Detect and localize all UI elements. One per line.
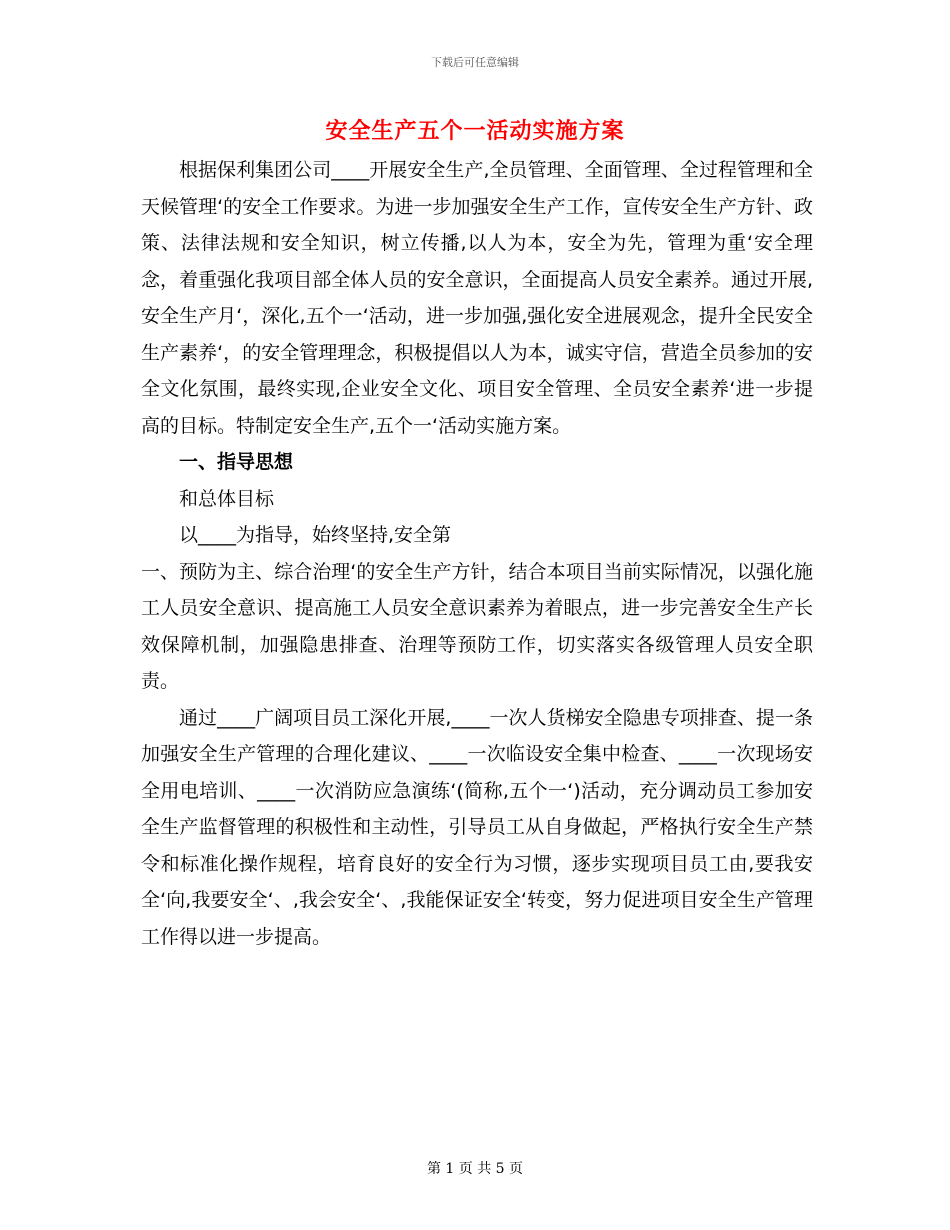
section-heading-guiding-ideology: 一、指导思想	[179, 451, 294, 473]
policy-paragraph: 一、预防为主、综合治理‘的安全生产方针，结合本项目当前实际情况，以强化施工人员安全意识、提高施工人员安全意识素养为着眼点，进一步完善安全生产长效保障机制，加强隐患排查、治理等预防工作，切实落实各级管理人员安全职责。	[141, 560, 813, 692]
activity-paragraph: 通过____广阔项目员工深化开展,____一次人货梯安全隐患专项排查、提一条加强安全生产管理的合理化建议、____一次临设安全集中检查、____一次现场安全用电培训、____一次消防应急演练‘(简称,五个一‘)活动，充分调动员工参加安全生产监督管理的积极性和主动性，引导员工从自身做起，严格执行安全生产禁令和标准化操作规程，培育良好的安全行为习惯，逐步实现项目员工由,要我安全‘向,我要安全‘、,我会安全‘、,我能保证安全‘转变，努力促进项目安全生产管理工作得以进一步提高。	[141, 706, 813, 948]
section-subheading: 和总体目标	[179, 487, 275, 510]
page-footer: 第 1 页 共 5 页	[426, 1161, 524, 1177]
document-body	[141, 152, 813, 955]
intro-paragraph: 根据保利集团公司____开展安全生产,全员管理、全面管理、全过程管理和全天候管理‘的安全工作要求。为进一步加强安全生产工作，宣传安全生产方针、政策、法律法规和安全知识，树立传播,以人为本，安全为先，管理为重‘安全理念，着重强化我项目部全体人员的安全意识，全面提高人员安全素养。通过开展,安全生产月‘，深化,五个一‘活动，进一步加强,强化安全进展观念，提升全民安全生产素养‘，的安全管理理念，积极提倡以人为本，诚实守信，营造全员参加的安全文化氛围，最终实现,企业安全文化、项目安全管理、全员安全素养‘进一步提高的目标。特制定安全生产,五个一‘活动实施方案。	[141, 159, 813, 437]
document-title: 安全生产五个一活动实施方案	[325, 119, 625, 144]
guidance-line: 以____为指导，始终坚持,安全第	[179, 524, 452, 546]
header-note: 下载后可任意编辑	[431, 56, 519, 69]
